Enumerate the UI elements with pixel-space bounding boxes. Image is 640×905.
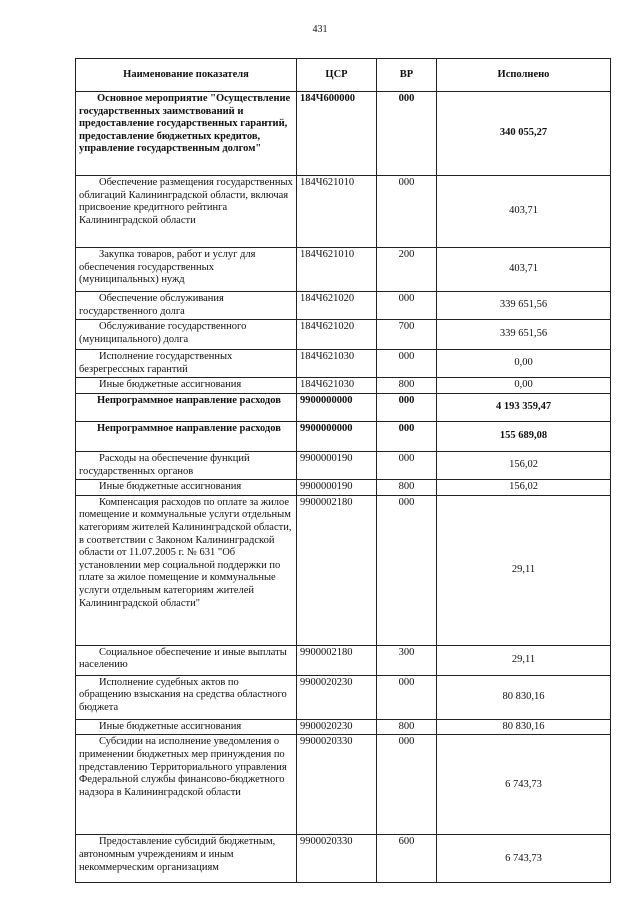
budget-execution-table — [75, 58, 611, 883]
row-vr-cell: 000 — [377, 421, 437, 451]
row-name-cell: Обеспечение размещения государственных облигаций Калининградской области, включая присвоение кредитного рейтинга Калининградской области — [76, 176, 297, 248]
row-name-cell: Иные бюджетные ассигнования — [76, 378, 297, 394]
row-amount-cell: 156,02 — [437, 451, 611, 479]
row-name-cell: Иные бюджетные ассигнования — [76, 719, 297, 735]
row-amount-cell: 155 689,08 — [437, 421, 611, 451]
table-header-row — [76, 59, 611, 92]
header-vr: ВР — [377, 59, 437, 92]
row-amount-cell: 6 743,73 — [437, 835, 611, 883]
row-amount-cell: 29,11 — [437, 495, 611, 645]
row-name-cell: Социальное обеспечение и иные выплаты населению — [76, 645, 297, 675]
table-row — [76, 320, 611, 350]
table-row — [76, 292, 611, 320]
row-csr-cell: 184Ч621010 — [297, 176, 377, 248]
row-csr-cell: 184Ч621030 — [297, 350, 377, 378]
table-row — [76, 176, 611, 248]
row-vr-cell: 000 — [377, 451, 437, 479]
row-name-cell: Закупка товаров, работ и услуг для обеспечения государственных (муниципальных) нужд — [76, 248, 297, 292]
row-amount-cell: 0,00 — [437, 350, 611, 378]
row-csr-cell: 9900020330 — [297, 735, 377, 835]
header-amount: Исполнено — [437, 59, 611, 92]
row-amount-cell: 4 193 359,47 — [437, 393, 611, 421]
row-csr-cell: 9900000000 — [297, 393, 377, 421]
header-name: Наименование показателя — [76, 59, 297, 92]
table-row — [76, 393, 611, 421]
row-vr-cell: 000 — [377, 495, 437, 645]
table-row — [76, 421, 611, 451]
table-row — [76, 248, 611, 292]
row-name-cell: Предоставление субсидий бюджетным, автономным учреждениям и иным некоммерческим организациям — [76, 835, 297, 883]
row-name-cell: Субсидии на исполнение уведомления о применении бюджетных мер принуждения по представлению Территориального управления Федеральной службы финансово-бюджетного надзора в Калининградской области — [76, 735, 297, 835]
table-row — [76, 378, 611, 394]
row-csr-cell: 9900000190 — [297, 451, 377, 479]
row-name-cell: Компенсация расходов по оплате за жилое помещение и коммунальные услуги отдельным категориям жителей Калининградской области, в соответствии с Законом Калининградской области от 11.07.2005 г. № 631 "Об установлении мер социальной поддержки по плате за жилое помещение и коммунальные услуги отдельным категориям жителей Калининградской области" — [76, 495, 297, 645]
table-row — [76, 451, 611, 479]
row-csr-cell: 9900020230 — [297, 719, 377, 735]
table-row — [76, 835, 611, 883]
row-amount-cell: 80 830,16 — [437, 675, 611, 719]
row-name-cell: Исполнение государственных безрегрессных гарантий — [76, 350, 297, 378]
row-amount-cell: 403,71 — [437, 248, 611, 292]
row-amount-cell: 6 743,73 — [437, 735, 611, 835]
row-vr-cell: 800 — [377, 480, 437, 496]
table-row — [76, 350, 611, 378]
row-vr-cell: 700 — [377, 320, 437, 350]
row-vr-cell: 000 — [377, 393, 437, 421]
table-row — [76, 92, 611, 176]
row-name-cell: Иные бюджетные ассигнования — [76, 480, 297, 496]
row-csr-cell: 9900002180 — [297, 645, 377, 675]
table-row — [76, 495, 611, 645]
row-csr-cell: 9900020230 — [297, 675, 377, 719]
table-row — [76, 645, 611, 675]
row-vr-cell: 000 — [377, 350, 437, 378]
page-number: 431 — [312, 24, 328, 35]
row-name-cell: Непрограммное направление расходов — [76, 393, 297, 421]
table-row — [76, 675, 611, 719]
row-amount-cell: 80 830,16 — [437, 719, 611, 735]
table-row — [76, 735, 611, 835]
row-csr-cell: 9900002180 — [297, 495, 377, 645]
row-name-cell: Основное мероприятие "Осуществление государственных заимствований и предоставление государственных гарантий, предоставление бюджетных кредитов, управление государственным долгом" — [76, 92, 297, 176]
table-row — [76, 480, 611, 496]
row-csr-cell: 184Ч621030 — [297, 378, 377, 394]
row-vr-cell: 000 — [377, 675, 437, 719]
row-vr-cell: 000 — [377, 92, 437, 176]
row-name-cell: Обслуживание государственного (муниципального) долга — [76, 320, 297, 350]
row-name-cell: Исполнение судебных актов по обращению взыскания на средства областного бюджета — [76, 675, 297, 719]
row-vr-cell: 200 — [377, 248, 437, 292]
row-csr-cell: 184Ч621020 — [297, 320, 377, 350]
row-name-cell: Обеспечение обслуживания государственного долга — [76, 292, 297, 320]
row-amount-cell: 156,02 — [437, 480, 611, 496]
row-csr-cell: 9900020330 — [297, 835, 377, 883]
row-amount-cell: 29,11 — [437, 645, 611, 675]
row-vr-cell: 000 — [377, 735, 437, 835]
header-csr: ЦСР — [297, 59, 377, 92]
row-csr-cell: 9900000000 — [297, 421, 377, 451]
row-vr-cell: 800 — [377, 719, 437, 735]
row-amount-cell: 339 651,56 — [437, 320, 611, 350]
row-name-cell: Расходы на обеспечение функций государственных органов — [76, 451, 297, 479]
row-csr-cell: 184Ч621010 — [297, 248, 377, 292]
row-amount-cell: 0,00 — [437, 378, 611, 394]
row-vr-cell: 000 — [377, 292, 437, 320]
row-csr-cell: 184Ч600000 — [297, 92, 377, 176]
row-vr-cell: 600 — [377, 835, 437, 883]
row-vr-cell: 800 — [377, 378, 437, 394]
table-body — [76, 92, 611, 883]
row-csr-cell: 184Ч621020 — [297, 292, 377, 320]
row-amount-cell: 340 055,27 — [437, 92, 611, 176]
row-amount-cell: 403,71 — [437, 176, 611, 248]
row-name-cell: Непрограммное направление расходов — [76, 421, 297, 451]
row-vr-cell: 000 — [377, 176, 437, 248]
row-amount-cell: 339 651,56 — [437, 292, 611, 320]
row-vr-cell: 300 — [377, 645, 437, 675]
row-csr-cell: 9900000190 — [297, 480, 377, 496]
table-row — [76, 719, 611, 735]
